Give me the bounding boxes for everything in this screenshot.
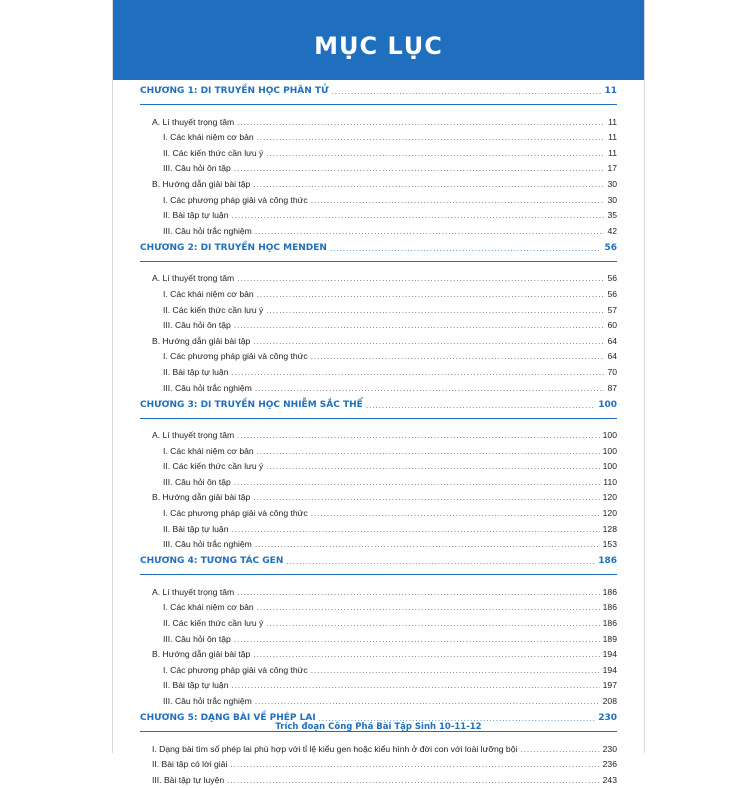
- entry-page-number: 186: [602, 586, 617, 597]
- entry-page-number: 11: [608, 132, 617, 143]
- entry-page-number: 128: [602, 523, 617, 534]
- chapter-page-number: 186: [598, 556, 617, 567]
- toc-entry[interactable]: [140, 502, 617, 518]
- entry-title: I. Các phương pháp giải và công thức: [163, 508, 308, 519]
- entry-title: A. Lí thuyết trọng tâm: [152, 586, 235, 597]
- entry-title: II. Các kiến thức cần lưu ý: [163, 147, 264, 158]
- dot-leader: [266, 620, 599, 628]
- entry-page-number: 120: [602, 492, 617, 503]
- chapter-title: CHƯƠNG 3: DI TRUYỀN HỌC NHIỄM SẮC THỂ: [140, 399, 363, 410]
- dot-leader: [266, 150, 605, 158]
- toc-entry[interactable]: [140, 173, 617, 189]
- toc-entry[interactable]: [140, 361, 617, 377]
- title-banner: [113, 0, 644, 80]
- chapter-heading[interactable]: [140, 552, 617, 575]
- entry-page-number: 70: [607, 366, 617, 377]
- toc-entry[interactable]: [140, 769, 617, 785]
- entry-title: B. Hướng dẫn giải bài tập: [152, 649, 251, 660]
- toc-entry[interactable]: [140, 738, 617, 754]
- dot-leader: [255, 698, 600, 706]
- toc-entry[interactable]: [140, 299, 617, 315]
- entry-title: B. Hướng dẫn giải bài tập: [152, 335, 251, 346]
- dot-leader: [257, 448, 600, 456]
- dot-leader: [266, 307, 604, 315]
- entry-title: I. Các khái niệm cơ bản: [163, 445, 254, 456]
- page-title: MỤC LỤC: [314, 32, 443, 60]
- toc-entry[interactable]: [140, 754, 617, 770]
- table-of-contents: [140, 82, 617, 788]
- entry-title: I. Các khái niệm cơ bản: [163, 602, 254, 613]
- toc-entry[interactable]: [140, 111, 617, 127]
- dot-leader: [311, 353, 605, 361]
- entry-page-number: 100: [602, 461, 617, 472]
- chapter-page-number: 100: [598, 399, 617, 410]
- entry-page-number: 208: [602, 696, 617, 706]
- dot-leader: [257, 604, 600, 612]
- dot-leader: [253, 651, 599, 659]
- entry-page-number: 35: [607, 210, 617, 221]
- entry-title: I. Các khái niệm cơ bản: [163, 132, 254, 143]
- chapter-title: CHƯƠNG 4: TƯƠNG TÁC GEN: [140, 556, 284, 567]
- entry-title: III. Câu hỏi ôn tập: [163, 633, 231, 644]
- toc-entry[interactable]: [140, 644, 617, 660]
- entry-page-number: 243: [602, 774, 617, 785]
- entry-title: III. Câu hỏi trắc nghiệm: [163, 539, 252, 550]
- chapter-heading[interactable]: [140, 239, 617, 262]
- entry-page-number: 186: [602, 602, 617, 613]
- toc-entry[interactable]: [140, 268, 617, 284]
- entry-title: II. Bài tập tự luận: [163, 523, 229, 534]
- entry-page-number: 120: [602, 508, 617, 519]
- dot-leader: [234, 322, 605, 330]
- chapter-title: CHƯƠNG 5: DẠNG BÀI VỀ PHÉP LAI: [140, 713, 316, 723]
- entry-title: III. Câu hỏi trắc nghiệm: [163, 696, 252, 706]
- entry-title: A. Lí thuyết trọng tâm: [152, 273, 235, 284]
- entry-page-number: 30: [607, 194, 617, 205]
- entry-title: II. Bài tập tự luận: [163, 210, 229, 221]
- toc-entry[interactable]: [140, 142, 617, 158]
- dot-leader: [311, 667, 600, 675]
- dot-leader: [266, 463, 599, 471]
- entry-page-number: 17: [607, 163, 617, 174]
- entry-page-number: 42: [607, 225, 617, 236]
- book-page: [112, 0, 645, 785]
- toc-entry[interactable]: [140, 283, 617, 299]
- dot-leader: [231, 682, 599, 690]
- toc-entry[interactable]: [140, 127, 617, 143]
- toc-entry[interactable]: [140, 377, 617, 393]
- toc-entry[interactable]: [140, 690, 617, 706]
- dot-leader: [366, 402, 595, 410]
- entry-page-number: 60: [607, 320, 617, 331]
- toc-entry[interactable]: [140, 581, 617, 597]
- dot-leader: [231, 369, 604, 377]
- dot-leader: [230, 761, 599, 769]
- toc-entry[interactable]: [140, 597, 617, 613]
- dot-leader: [255, 541, 600, 549]
- chapter-title: CHƯƠNG 2: DI TRUYỀN HỌC MENDEN: [140, 242, 327, 253]
- dot-leader: [237, 119, 605, 127]
- chapter-title: CHƯƠNG 1: DI TRUYỀN HỌC PHÂN TỬ: [140, 86, 329, 96]
- toc-entry[interactable]: [140, 440, 617, 456]
- toc-entry[interactable]: [140, 628, 617, 644]
- dot-leader: [330, 245, 602, 253]
- entry-page-number: 230: [602, 743, 617, 754]
- toc-entry[interactable]: [140, 487, 617, 503]
- toc-entry[interactable]: [140, 158, 617, 174]
- entry-title: II. Các kiến thức cần lưu ý: [163, 618, 264, 629]
- chapter-page-number: 11: [604, 86, 617, 96]
- entry-title: II. Bài tập tự luận: [163, 680, 229, 691]
- dot-leader: [231, 212, 604, 220]
- entry-title: A. Lí thuyết trọng tâm: [152, 116, 235, 127]
- entry-page-number: 153: [602, 539, 617, 550]
- dot-leader: [257, 291, 605, 299]
- toc-entry[interactable]: [140, 205, 617, 221]
- dot-leader: [234, 636, 600, 644]
- dot-leader: [231, 526, 599, 534]
- toc-entry[interactable]: [140, 425, 617, 441]
- entry-title: I. Các phương pháp giải và công thức: [163, 664, 308, 675]
- entry-page-number: 56: [607, 288, 617, 299]
- entry-title: III. Câu hỏi ôn tập: [163, 163, 231, 174]
- dot-leader: [253, 338, 604, 346]
- entry-page-number: 100: [602, 445, 617, 456]
- entry-title: III. Bài tập tự luyện: [152, 774, 225, 785]
- dot-leader: [311, 510, 600, 518]
- dot-leader: [255, 228, 605, 236]
- dot-leader: [332, 88, 602, 96]
- entry-title: II. Bài tập có lời giải: [152, 759, 228, 770]
- dot-leader: [234, 165, 605, 173]
- dot-leader: [237, 589, 599, 597]
- toc-entry[interactable]: [140, 346, 617, 362]
- dot-leader: [520, 746, 599, 754]
- chapter-page-number: 56: [604, 242, 617, 253]
- entry-title: III. Câu hỏi trắc nghiệm: [163, 225, 252, 236]
- dot-leader: [234, 479, 600, 487]
- entry-title: A. Lí thuyết trọng tâm: [152, 430, 235, 441]
- entry-page-number: 64: [607, 351, 617, 362]
- entry-title: III. Câu hỏi ôn tập: [163, 320, 231, 331]
- entry-page-number: 186: [602, 618, 617, 629]
- toc-entry[interactable]: [140, 220, 617, 236]
- chapter-heading[interactable]: [140, 82, 617, 105]
- dot-leader: [253, 181, 604, 189]
- page-footer: Trích đoạn Công Phá Bài Tập Sinh 10-11-12: [275, 722, 482, 732]
- entry-page-number: 236: [602, 759, 617, 770]
- entry-page-number: 57: [607, 304, 617, 315]
- entry-page-number: 194: [602, 664, 617, 675]
- entry-title: II. Các kiến thức cần lưu ý: [163, 304, 264, 315]
- toc-entry[interactable]: [140, 330, 617, 346]
- entry-page-number: 64: [607, 335, 617, 346]
- toc-entry[interactable]: [140, 518, 617, 534]
- entry-page-number: 189: [602, 633, 617, 644]
- entry-page-number: 56: [607, 273, 617, 284]
- entry-title: III. Câu hỏi ôn tập: [163, 476, 231, 487]
- toc-entry[interactable]: [140, 675, 617, 691]
- entry-page-number: 87: [607, 382, 617, 393]
- entry-page-number: 11: [608, 147, 617, 158]
- entry-page-number: 110: [603, 476, 617, 487]
- entry-page-number: 30: [607, 178, 617, 189]
- toc-entry[interactable]: [140, 456, 617, 472]
- dot-leader: [237, 432, 599, 440]
- chapter-page-number: 230: [598, 713, 617, 723]
- entry-title: B. Hướng dẫn giải bài tập: [152, 492, 251, 503]
- entry-page-number: 11: [608, 116, 617, 127]
- entry-title: I. Các phương pháp giải và công thức: [163, 351, 308, 362]
- dot-leader: [311, 197, 605, 205]
- dot-leader: [253, 494, 599, 502]
- entry-title: III. Câu hỏi trắc nghiệm: [163, 382, 252, 393]
- toc-entry[interactable]: [140, 189, 617, 205]
- toc-entry[interactable]: [140, 471, 617, 487]
- chapter-heading[interactable]: [140, 396, 617, 419]
- toc-entry[interactable]: [140, 315, 617, 331]
- entry-page-number: 194: [602, 649, 617, 660]
- dot-leader: [227, 777, 600, 785]
- entry-title: B. Hướng dẫn giải bài tập: [152, 178, 251, 189]
- toc-entry[interactable]: [140, 534, 617, 550]
- entry-page-number: 197: [602, 680, 617, 691]
- toc-entry[interactable]: [140, 612, 617, 628]
- dot-leader: [286, 558, 595, 566]
- dot-leader: [255, 385, 605, 393]
- dot-leader: [257, 134, 605, 142]
- entry-title: I. Các phương pháp giải và công thức: [163, 194, 308, 205]
- toc-entry[interactable]: [140, 659, 617, 675]
- entry-title: I. Các khái niệm cơ bản: [163, 288, 254, 299]
- dot-leader: [237, 275, 604, 283]
- entry-title: I. Dạng bài tìm số phép lai phù hợp với tỉ lệ kiểu gen hoặc kiểu hình ở đời con với loài lưỡng bội: [152, 743, 518, 754]
- entry-page-number: 100: [602, 430, 617, 441]
- entry-title: II. Các kiến thức cần lưu ý: [163, 461, 264, 472]
- entry-title: II. Bài tập tự luận: [163, 366, 229, 377]
